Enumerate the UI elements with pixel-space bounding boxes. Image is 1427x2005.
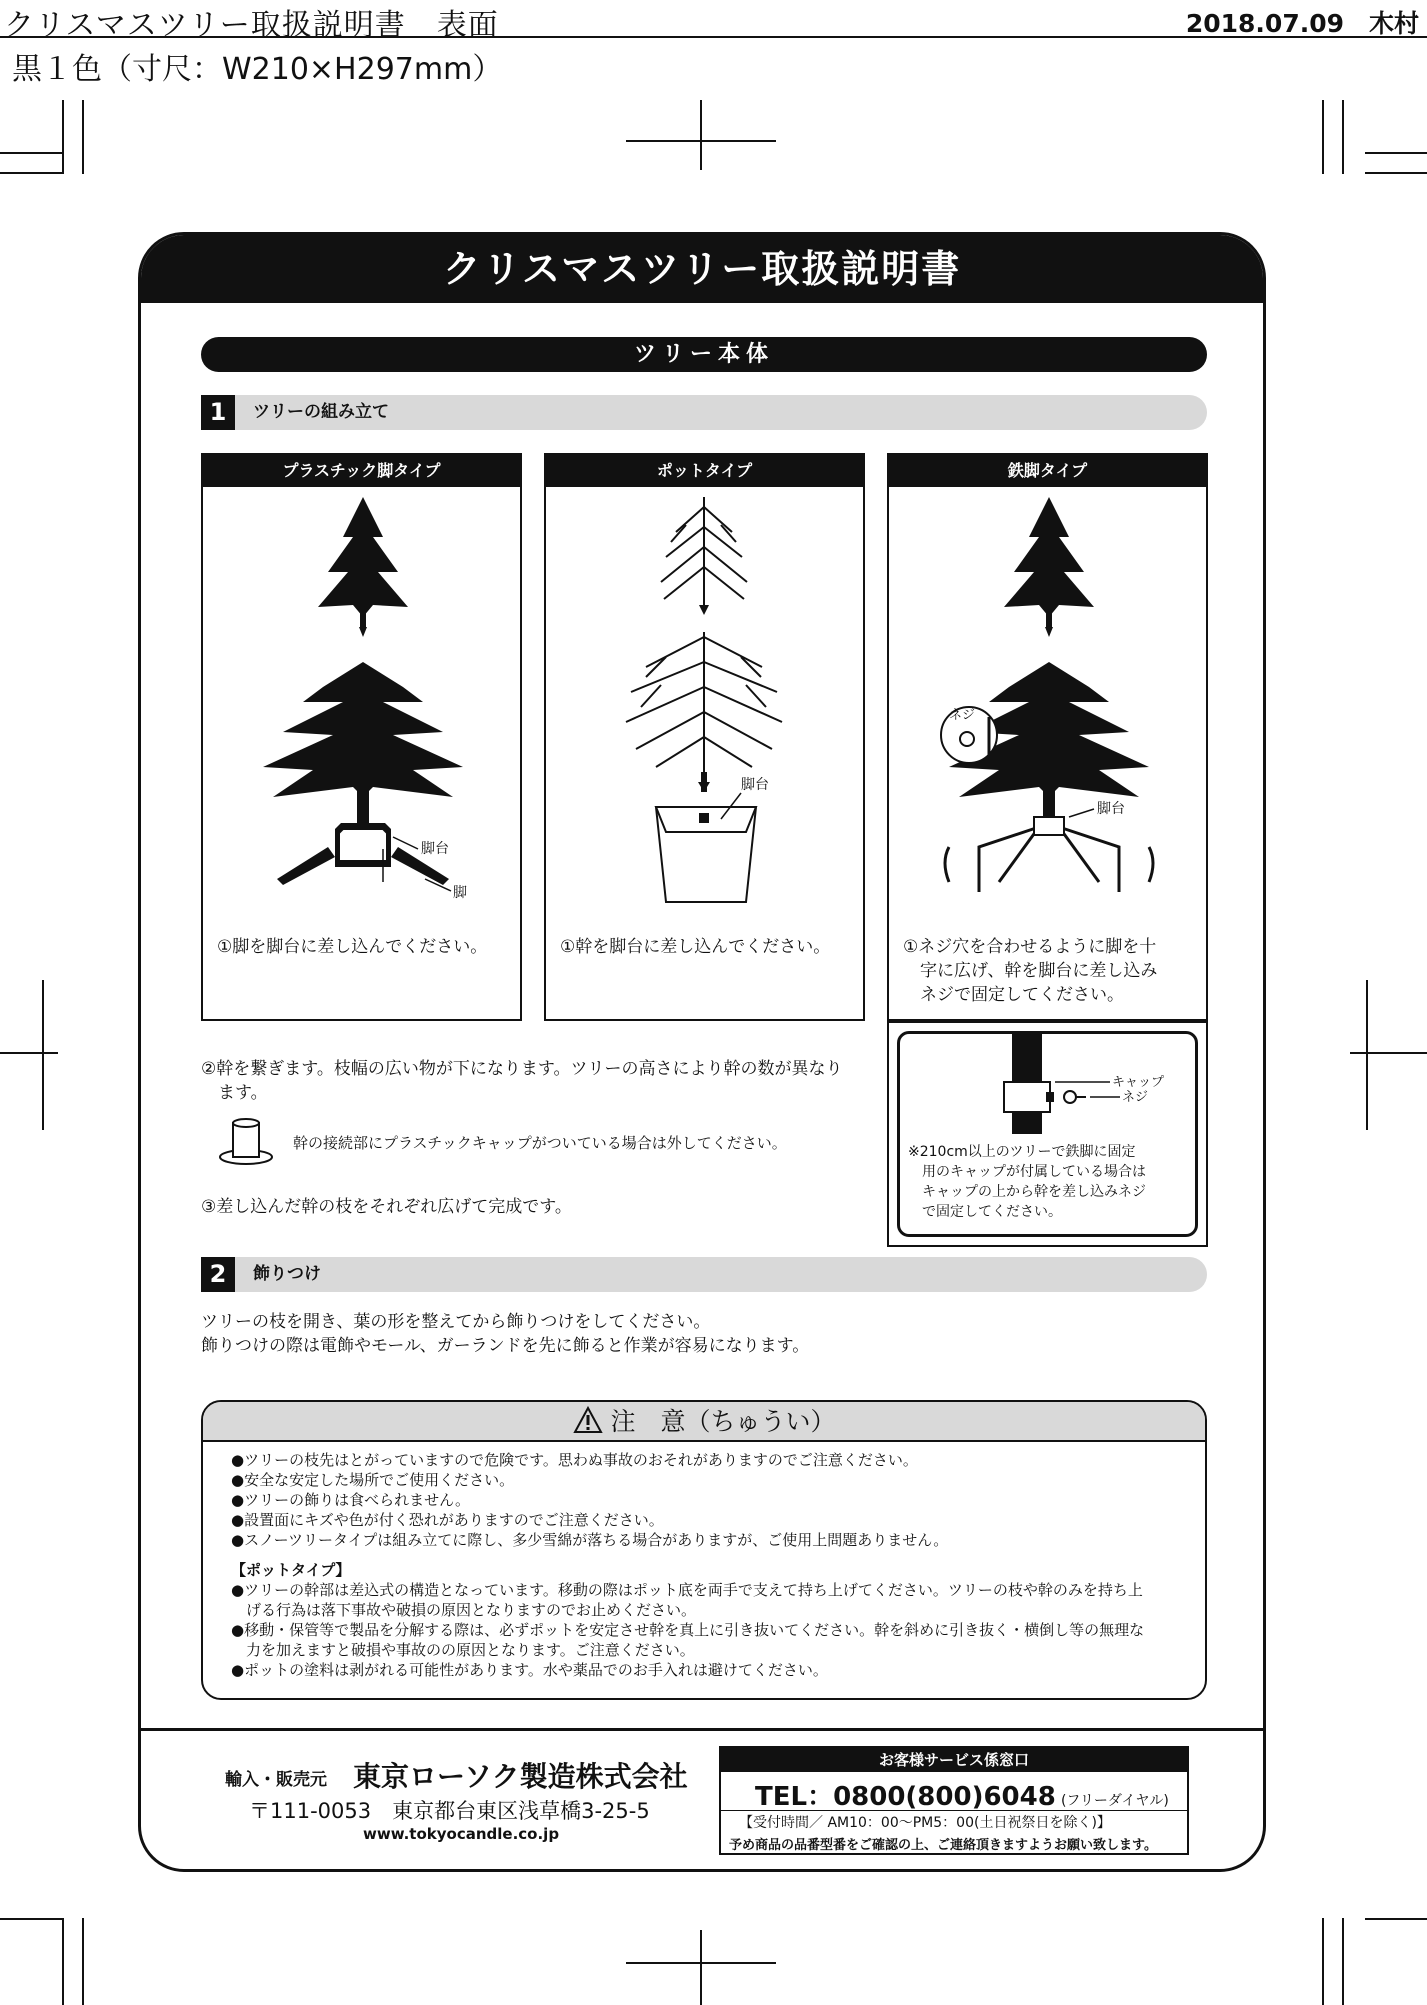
manual-sheet — [138, 232, 1266, 1872]
service-tel-note: (フリーダイヤル) — [1060, 1793, 1169, 1809]
step1-label: ツリーの組み立て — [253, 402, 389, 422]
service-hours: 【受付時間／ AM10：00〜PM5：00(土日祝祭日を除く)】 — [739, 1815, 1111, 1831]
company-url: www.tokyocandle.co.jp — [363, 1825, 560, 1843]
print-header-title: クリスマスツリー取扱説明書 表面 — [4, 8, 499, 43]
print-header-date: 2018.07.09 木村 — [1185, 9, 1419, 38]
panel-caption: ①ネジ穴を合わせるように脚を十 字に広げ、幹を脚台に差し込み ネジで固定してください。 — [903, 937, 1158, 1005]
step2-number: 2 — [201, 1257, 235, 1292]
company-name: 東京ローソク製造株式会社 — [353, 1760, 688, 1793]
panel-title: プラスチック脚タイプ — [203, 455, 520, 487]
caution-header — [203, 1402, 1205, 1442]
section-title-tree: ツリー本体 — [201, 337, 1207, 372]
panel-title: ポットタイプ — [546, 455, 863, 487]
pot-tree-illustration — [546, 487, 863, 927]
cap-note: 幹の接続部にプラスチックキャップがついている場合は外してください。 — [293, 1134, 787, 1152]
print-spec: 黒１色（寸尺：W210×H297mm） — [12, 52, 503, 87]
panel-plastic-legs — [201, 453, 522, 1021]
pot-heading: 【ポットタイプ】 — [231, 1561, 351, 1579]
service-note: 予め商品の品番型番をご確認の上、ご連絡頂きますようお願い致します。 — [729, 1838, 1157, 1853]
plastic-cap-icon — [215, 1115, 277, 1169]
company-address: 〒111-0053 東京都台東区浅草橋3-25-5 — [249, 1799, 650, 1823]
caution-item: ●ツリーの飾りは食べられません。 — [231, 1491, 470, 1509]
caution-item: ●ツリーの幹部は差込式の構造となっています。移動の際はポット底を両手で支えて持ち上げてください。ツリーの枝や幹のみを持ち上 げる行為は落下事故や破損の原因となりますのでお止めください。 — [231, 1581, 1143, 1619]
header-divider — [0, 36, 1427, 38]
step-text-3: ③差し込んだ幹の枝をそれぞれ広げて完成です。 — [201, 1197, 572, 1217]
caution-title: 注 意（ちゅうい） — [610, 1407, 836, 1436]
cap-detail-note: ※210cm以上のツリーで鉄脚に固定 用のキャップが付属している場合は キャップの上から幹を差し込みネジ で固定してください。 — [908, 1144, 1146, 1220]
caution-item: ●移動・保管等で製品を分解する際は、必ずポットを安定させ幹を真上に引き抜いてください。幹を斜めに引き抜く・横倒し等の無理な 力を加えますと破損や事故のの原因となります。ご注意ください。 — [231, 1621, 1145, 1659]
step1-bar — [201, 395, 1207, 430]
caution-item: ●ツリーの枝先はとがっていますので危険です。思わぬ事故のおそれがありますのでご注意ください。 — [231, 1451, 918, 1469]
service-tel: TEL：0800(800)6048 — [755, 1782, 1056, 1812]
service-tel-row — [755, 1776, 1169, 1813]
service-title: お客様サービス係窓口 — [721, 1748, 1187, 1772]
panel-caption: ①脚を脚台に差し込んでください。 — [217, 937, 488, 957]
step-text-2: ②幹を繋ぎます。枝幅の広い物が下になります。ツリーの高さにより幹の数が異なり ます。 — [201, 1059, 843, 1103]
label-cap: キャップ — [1112, 1074, 1165, 1089]
manual-title: クリスマスツリー取扱説明書 — [141, 235, 1263, 303]
footer-divider — [141, 1728, 1263, 1731]
step2-label: 飾りつけ — [253, 1264, 321, 1284]
caution-item: ●安全な安定した場所でご使用ください。 — [231, 1471, 515, 1489]
caution-box — [201, 1400, 1207, 1700]
panel-caption: ①幹を脚台に差し込んでください。 — [560, 937, 831, 957]
caution-list — [231, 1450, 1144, 1680]
iron-leg-tree-illustration — [889, 487, 1206, 927]
step2-bar — [201, 1257, 1207, 1292]
label-leg: 脚 — [453, 884, 467, 900]
cap-detail-frame — [897, 1031, 1198, 1237]
step1-number: 1 — [201, 395, 235, 430]
caution-item: ●設置面にキズや色が付く恐れがありますのでご注意ください。 — [231, 1511, 664, 1529]
plastic-leg-tree-illustration — [203, 487, 520, 927]
panel-title: 鉄脚タイプ — [889, 455, 1206, 487]
label-screw: ネジ — [949, 707, 976, 722]
cap-detail-panel — [887, 1021, 1208, 1247]
caution-item: ●スノーツリータイプは組み立てに際し、多少雪綿が落ちる場合がありますが、ご使用上問題ありません。 — [231, 1531, 949, 1549]
label-base: 脚台 — [1097, 800, 1125, 816]
cap-screw-illustration — [900, 1034, 1195, 1134]
service-divider — [721, 1810, 1187, 1811]
importer-label: 輸入・販売元 — [225, 1770, 327, 1790]
label-screw: ネジ — [1122, 1089, 1149, 1104]
customer-service-box — [719, 1746, 1189, 1855]
caution-item: ●ポットの塗料は剥がれる可能性があります。水や薬品でのお手入れは避けてください。 — [231, 1661, 828, 1679]
panel-iron-legs — [887, 453, 1208, 1021]
label-base: 脚台 — [421, 840, 449, 856]
step2-text: ツリーの枝を開き、葉の形を整えてから飾りつけをしてください。 飾りつけの際は電飾やモール、ガーランドを先に飾ると作業が容易になります。 — [201, 1312, 810, 1356]
warning-icon — [573, 1406, 603, 1434]
panel-pot — [544, 453, 865, 1021]
label-base: 脚台 — [741, 776, 769, 792]
